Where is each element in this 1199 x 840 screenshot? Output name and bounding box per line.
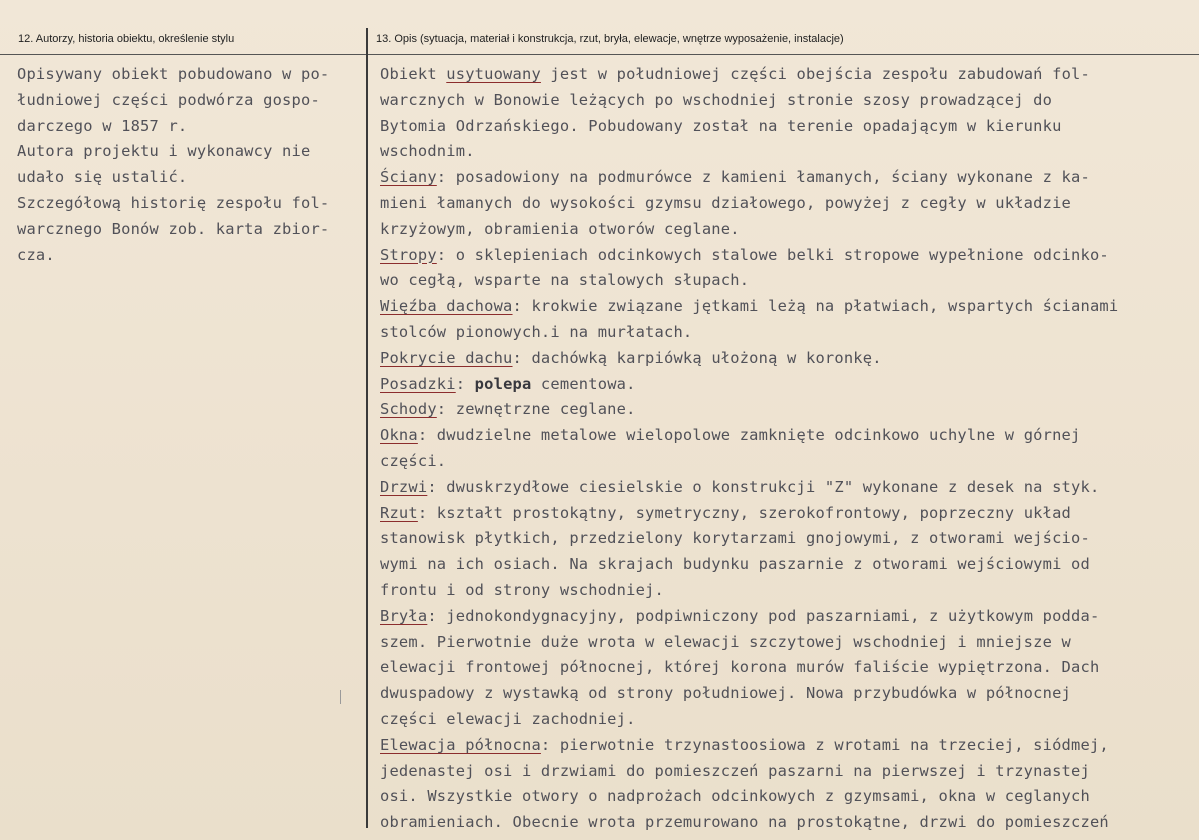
text-line	[380, 475, 1118, 501]
text-segment: szem. Pierwotnie duże wrota w elewacji szczytowej wschodniej i mniejsze w	[380, 632, 1072, 651]
text-line	[380, 604, 1118, 630]
text-line	[380, 268, 1118, 294]
underlined-heading: Okna	[380, 426, 418, 445]
text-line	[380, 243, 1118, 269]
text-line	[380, 810, 1118, 836]
text-line	[380, 372, 1118, 398]
text-segment: : dachówką karpiówką ułożoną w koronkę.	[512, 348, 882, 367]
section-12-body	[17, 62, 329, 268]
text-segment: osi. Wszystkie otwory o nadprożach odcinkowych z gzymsami, okna w ceglanych	[380, 787, 1090, 806]
text-segment: stolców pionowych.i na murłatach.	[380, 322, 693, 341]
text-segment: krzyżowym, obramienia otworów ceglane.	[380, 219, 740, 238]
text-line: darczego w 1857 r.	[17, 116, 188, 135]
text-line	[380, 552, 1118, 578]
text-line: Opisywany obiekt pobudowano w po-	[17, 65, 330, 83]
section-13-header: 13. Opis (sytuacja, materiał i konstrukcja, rzut, bryła, elewacje, wnętrze wyposażenie, instalacje)	[376, 33, 844, 45]
underlined-heading: Ściany	[380, 168, 437, 187]
text-line: cza.	[17, 245, 55, 264]
text-segment: stanowisk płytkich, przedzielony korytarzami gnojowymi, z otworami wejścio-	[380, 529, 1090, 548]
text-segment: części elewacji zachodniej.	[380, 709, 636, 728]
underlined-heading: Elewacja północna	[380, 735, 541, 754]
text-line	[380, 114, 1118, 140]
text-segment: elewacji frontowej północnej, której korona murów faliście wypiętrzona. Dach	[380, 658, 1100, 677]
bold-word: polepa	[474, 374, 532, 393]
text-line	[380, 759, 1118, 785]
text-segment: : zewnętrzne ceglane.	[436, 400, 636, 419]
text-line	[380, 139, 1118, 165]
text-line	[380, 320, 1118, 346]
text-line: Szczegółową historię zespołu fol-	[17, 193, 330, 212]
text-line: udało się ustalić.	[17, 168, 188, 187]
text-line	[380, 681, 1118, 707]
text-line	[380, 630, 1118, 656]
text-line: łudniowej części podwórza gospo-	[17, 90, 320, 109]
text-line	[380, 526, 1118, 552]
text-segment: cementowa.	[531, 374, 636, 393]
text-segment: : pierwotnie trzynastoosiowa z wrotami na trzeciej, siódmej,	[540, 735, 1109, 754]
text-line	[380, 346, 1118, 372]
text-segment: jest w południowej części obejścia zespołu zabudowań fol-	[540, 65, 1090, 83]
text-segment: mieni łamanych do wysokości gzymsu działowego, powyżej z cegły w układzie	[380, 193, 1072, 212]
text-line	[380, 62, 1118, 88]
text-segment: obramieniach. Obecnie wrota przemurowano na prostokątne, drzwi do pomieszczeń	[380, 813, 1109, 832]
text-segment: : jednokondygnacyjny, podpiwniczony pod paszarniami, z użytkowym podda-	[427, 606, 1100, 625]
text-line	[380, 501, 1118, 527]
text-segment: Obiekt	[380, 65, 447, 83]
text-line	[380, 655, 1118, 681]
text-segment: części.	[380, 451, 447, 470]
section-13-body	[380, 62, 1118, 836]
text-segment: warcznych w Bonowie leżących po wschodniej stronie szosy prowadzącej do	[380, 90, 1053, 109]
underlined-heading: Drzwi	[380, 477, 428, 496]
underlined-heading: Bryła	[380, 606, 428, 625]
header-rule	[0, 54, 366, 55]
text-segment: : dwudzielne metalowe wielopolowe zamknięte odcinkowo uchylne w górnej	[417, 426, 1081, 445]
underlined-heading: Pokrycie dachu	[380, 348, 513, 367]
text-line	[380, 449, 1118, 475]
section-12-header: 12. Autorzy, historia obiektu, określenie stylu	[18, 33, 235, 45]
underlined-heading: Schody	[380, 400, 437, 419]
text-segment: : posadowiony na podmurówce z kamieni łamanych, ściany wykonane z ka-	[436, 168, 1090, 187]
header-rule	[368, 54, 1199, 55]
text-segment: wymi na ich osiach. Na skrajach budynku paszarnie z otworami wejściowymi od	[380, 555, 1090, 574]
text-line	[380, 784, 1118, 810]
text-line	[380, 191, 1118, 217]
text-segment: frontu i od strony wschodniej.	[380, 580, 664, 599]
text-segment: dwuspadowy z wystawką od strony południowej. Nowa przybudówka w północnej	[380, 684, 1072, 703]
text-line	[380, 707, 1118, 733]
text-line	[380, 165, 1118, 191]
section-13	[368, 0, 1199, 840]
text-line	[380, 733, 1118, 759]
text-line	[380, 397, 1118, 423]
underlined-heading: Posadzki	[380, 374, 456, 393]
text-line	[380, 578, 1118, 604]
text-segment: Bytomia Odrzańskiego. Pobudowany został na terenie opadającym w kierunku	[380, 116, 1062, 135]
text-segment: :	[455, 374, 475, 393]
text-segment: : o sklepieniach odcinkowych stalowe belki stropowe wypełnione odcinko-	[436, 245, 1109, 264]
text-segment: jedenastej osi i drzwiami do pomieszczeń paszarni na pierwszej i trzynastej	[380, 761, 1090, 780]
text-line	[380, 217, 1118, 243]
underlined-heading: Stropy	[380, 245, 437, 264]
text-segment: : dwuskrzydłowe ciesielskie o konstrukcji "Z" wykonane z desek na styk.	[427, 477, 1100, 496]
underlined-heading: Więźba dachowa	[380, 297, 513, 316]
text-segment: wo cegłą, wsparte na stalowych słupach.	[380, 271, 750, 290]
text-line	[380, 88, 1118, 114]
text-line: warcznego Bonów zob. karta zbior-	[17, 219, 330, 238]
section-12	[0, 0, 366, 840]
underlined-heading: usytuowany	[446, 65, 541, 83]
text-segment: : kształt prostokątny, symetryczny, szerokofrontowy, poprzeczny układ	[417, 503, 1072, 522]
pencil-mark	[340, 690, 341, 704]
text-line	[380, 294, 1118, 320]
text-line: Autora projektu i wykonawcy nie	[17, 142, 311, 161]
text-segment: : krokwie związane jętkami leżą na płatwiach, wspartych ścianami	[512, 297, 1119, 316]
underlined-heading: Rzut	[380, 503, 418, 522]
text-segment: wschodnim.	[380, 142, 475, 161]
text-line	[380, 423, 1118, 449]
